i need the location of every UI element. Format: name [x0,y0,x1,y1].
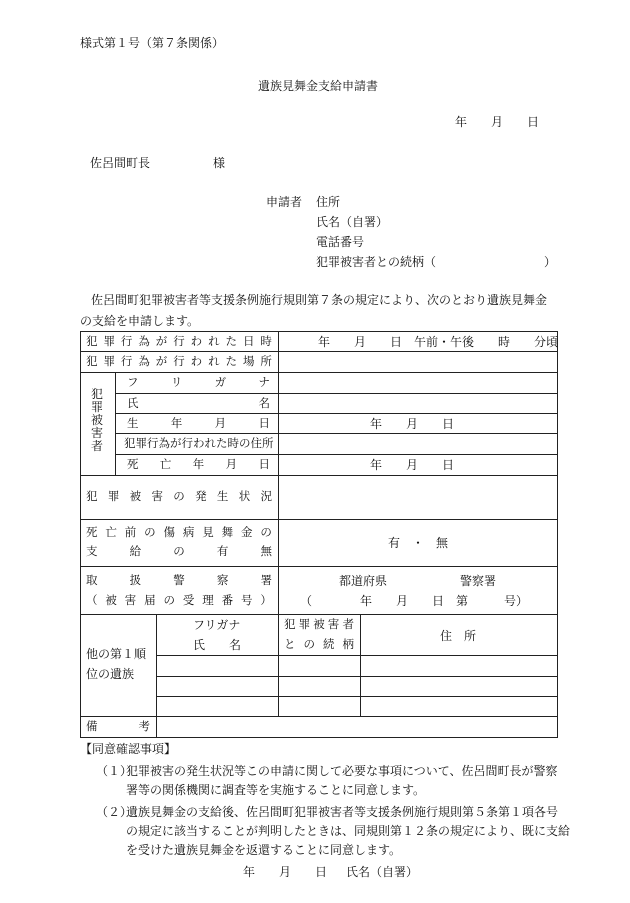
family-row-3-name[interactable] [158,698,277,715]
police-prefecture-field[interactable]: 都道府県 [339,574,388,588]
police-station-field[interactable]: 警察署 [460,574,497,588]
victim-birth-field[interactable]: 年 月 日 [370,417,455,431]
police-label-2: （ 被 害 届 の 受 理 番 号 ） [86,593,272,607]
crime-datetime-field[interactable]: 年 月 日 午前・午後 時 分頃 [318,335,559,349]
family-relation-header-2: と の 続 柄 [284,637,354,651]
signature-name[interactable]: 氏名（自署） [346,865,419,879]
victim-group-label: 犯 罪 被 害 者 [91,387,104,453]
damage-status-label: 犯 罪 被 害 の 発 生 状 況 [86,489,272,503]
victim-name-field[interactable] [280,395,556,412]
victim-furigana-label: フ リ ガ ナ [127,375,270,389]
family-furigana-header: フリガナ [193,618,241,632]
consent-item-2-line-1: 遺族見舞金の支給後、佐呂間町犯罪被害者等支援条例施行規則第５条第１項各号 [126,805,559,819]
other-family-label-1: 他の第１順 [86,647,147,661]
victim-address-at-crime-field[interactable] [280,435,556,453]
applicant-phone-field[interactable]: 電話番号 [316,235,365,249]
consent-item-2-line-3: を受けた遺族見舞金を返還することに同意します。 [126,843,402,857]
family-name-header: 氏 名 [193,638,242,652]
other-family-label-2: 位の遺族 [86,667,135,681]
remarks-field[interactable] [158,718,556,736]
applicant-label: 申請者 [266,195,303,209]
addressee-honorific: 様 [213,156,226,170]
crime-place-field[interactable] [280,353,556,371]
consent-item-1-line-1: 犯罪被害の発生状況等この申請に関して必要な事項について、佐呂間町長が警察 [126,764,558,778]
prior-benefit-label-2: 支 給 の 有 無 [86,544,272,558]
family-row-1-name[interactable] [158,657,277,675]
intro-line-2: の支給を申請します。 [80,314,200,328]
submission-date: 年 月 日 [455,115,540,129]
consent-item-1-line-2: 署等の関係機関に調査等を実施することに同意します。 [126,783,426,797]
family-row-3-relation[interactable] [280,698,359,715]
crime-datetime-label: 犯 罪 行 為 が 行 わ れ た 日 時 [86,334,272,348]
applicant-name-field[interactable]: 氏名（自署） [316,215,389,229]
family-row-2-relation[interactable] [280,678,359,695]
victim-address-at-crime-label: 犯罪行為が行われた時の住所 [124,436,274,450]
document-title: 遺族見舞金支給申請書 [258,79,379,93]
family-relation-header-1: 犯 罪 被 害 者 [284,617,354,631]
victim-furigana-field[interactable] [280,374,556,392]
crime-place-label: 犯 罪 行 為 が 行 わ れ た 場 所 [86,354,272,368]
applicant-address-field[interactable]: 住所 [316,195,341,209]
family-row-1-relation[interactable] [280,657,359,675]
family-row-1-address[interactable] [362,657,556,675]
intro-line-1: 佐呂間町犯罪被害者等支援条例施行規則第７条の規定により、次のとおり遺族見舞金 [91,293,548,307]
police-label-1: 取 扱 警 察 署 [86,573,272,587]
victim-death-date-label: 死 亡 年 月 日 [127,457,270,471]
damage-status-field[interactable] [280,477,556,518]
remarks-label: 備 考 [86,719,150,733]
family-address-header: 住 所 [440,629,477,643]
family-row-2-address[interactable] [362,678,556,695]
prior-benefit-label-1: 死 亡 前 の 傷 病 見 舞 金 の [86,525,272,539]
family-row-3-address[interactable] [362,698,556,715]
family-row-2-name[interactable] [158,678,277,695]
addressee: 佐呂間町長 [90,156,151,170]
victim-birth-label: 生 年 月 日 [127,416,270,430]
consent-item-2-line-2: の規定に該当することが判明したときは、同規則第１２条の規定により、既に支給 [126,824,571,838]
consent-item-1-number: （１） [96,764,133,778]
victim-death-date-field[interactable]: 年 月 日 [370,458,455,472]
form-number: 様式第１号（第７条関係） [80,36,225,50]
consent-item-2-number: （２） [96,805,133,819]
signature-date[interactable]: 年 月 日 [243,865,328,879]
victim-name-label: 氏 名 [127,396,270,410]
police-receipt-field[interactable]: （ 年 月 日 第 号） [300,594,529,608]
consent-heading: 【同意確認事項】 [80,742,177,756]
prior-benefit-choice[interactable]: 有 ・ 無 [388,536,449,550]
applicant-relation-field[interactable]: 犯罪被害者との続柄（ ） [316,255,557,269]
